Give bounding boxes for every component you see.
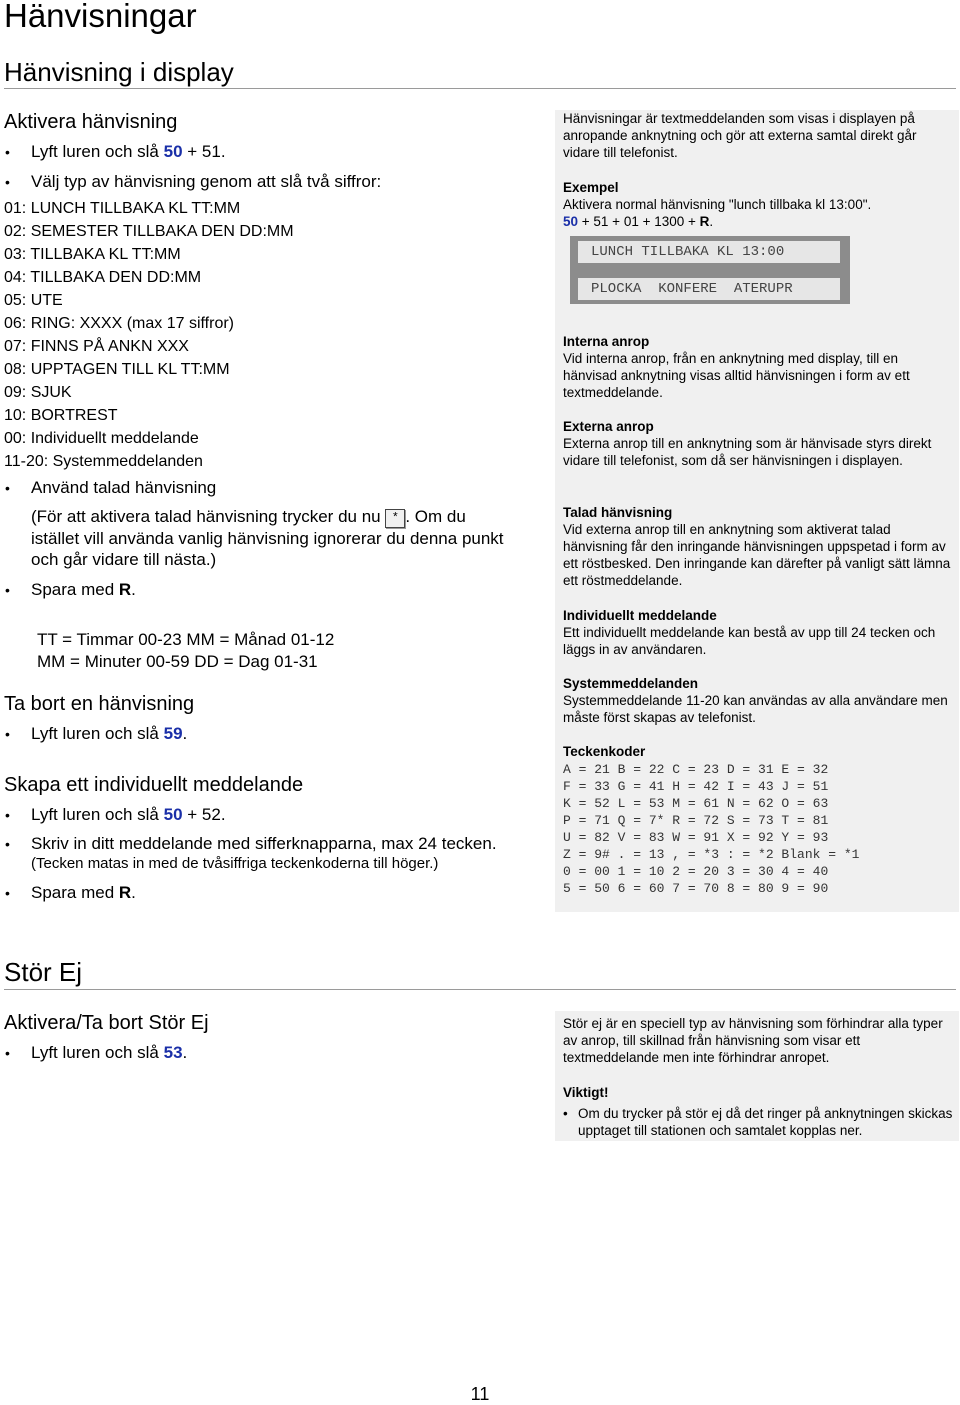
dial-code: 59 bbox=[163, 724, 183, 743]
code-item: 04: TILLBAKA DEN DD:MM bbox=[4, 269, 202, 286]
spoken-heading: Talad hänvisning bbox=[563, 505, 673, 520]
intro-text: Hänvisningar är textmeddelanden som visas i displayen på anropande anknytning och gör att externa samtal direkt går vidare till telefonist. bbox=[563, 111, 917, 160]
dial-code: 53 bbox=[163, 1043, 183, 1062]
display-line-2: PLOCKA KONFERE ATERUPR bbox=[578, 278, 840, 300]
internal-calls-text: Vid interna anrop, från en anknytning med display, till en hänvisad anknytning visas alltid hänvisningen i form av ett textmeddelande. bbox=[563, 351, 910, 400]
page-title: Hänvisningar bbox=[4, 0, 197, 34]
section-title-display-forwarding: Hänvisning i display bbox=[4, 57, 234, 87]
char-code-row: K = 52 L = 53 M = 61 N = 62 O = 63 bbox=[563, 796, 829, 811]
code-item: 02: SEMESTER TILLBAKA DEN DD:MM bbox=[4, 223, 294, 240]
code-item: 09: SJUK bbox=[4, 384, 72, 401]
dial-code: 50 bbox=[163, 805, 183, 824]
char-codes-heading: Teckenkoder bbox=[563, 744, 646, 759]
char-code-row: U = 82 V = 83 W = 91 X = 92 Y = 93 bbox=[563, 830, 829, 845]
code-item: 07: FINNS PÅ ANKN XXX bbox=[4, 338, 189, 355]
step-save: • Spara med R. bbox=[31, 579, 136, 601]
example-sequence: 50 + 51 + 01 + 1300 + R. bbox=[563, 214, 714, 229]
type-message-note: (Tecken matas in med de tvåsiffriga teckenkoderna till höger.) bbox=[31, 855, 439, 872]
section-divider bbox=[4, 88, 956, 89]
display-line-1: LUNCH TILLBAKA KL 13:00 bbox=[578, 241, 840, 263]
code-item: 10: BORTREST bbox=[4, 407, 118, 424]
external-calls-heading: Externa anrop bbox=[563, 419, 654, 434]
char-code-row: Z = 9# . = 13 , = *3 : = *2 Blank = *1 bbox=[563, 847, 860, 862]
r-key: R bbox=[118, 883, 132, 902]
r-key: R bbox=[118, 580, 132, 599]
char-code-row: 5 = 50 6 = 60 7 = 70 8 = 80 9 = 90 bbox=[563, 881, 829, 896]
internal-calls-heading: Interna anrop bbox=[563, 334, 650, 349]
individual-heading: Individuellt meddelande bbox=[563, 608, 717, 623]
system-messages-heading: Systemmeddelanden bbox=[563, 676, 699, 691]
section-divider bbox=[4, 989, 956, 990]
important-heading: Viktigt! bbox=[563, 1085, 609, 1100]
step-save-message: • Spara med R. bbox=[31, 882, 136, 904]
info-sidebar-display bbox=[555, 110, 959, 912]
step-lift-receiver-remove: • Lyft luren och slå 59. bbox=[31, 723, 187, 745]
example-text: Aktivera normal hänvisning "lunch tillbaka kl 13:00". bbox=[563, 197, 872, 212]
step-choose-type: • Välj typ av hänvisning genom att slå två siffror: bbox=[31, 171, 381, 193]
individual-text: Ett individuellt meddelande kan bestå av upp till 24 tecken och läggs in av användaren. bbox=[563, 625, 936, 657]
heading-dnd: Aktivera/Ta bort Stör Ej bbox=[4, 1012, 209, 1034]
heading-activate: Aktivera hänvisning bbox=[4, 111, 178, 133]
page-number: 11 bbox=[470, 1384, 490, 1404]
code-item: 08: UPPTAGEN TILL KL TT:MM bbox=[4, 361, 230, 378]
important-bullet: • Om du trycker på stör ej då det ringer på anknytningen skickas upptaget till stationen och samtalet kopplas ner. bbox=[578, 1105, 954, 1139]
star-key-icon: * bbox=[385, 509, 405, 528]
system-messages-text: Systemmeddelande 11-20 kan användas av alla användare men måste först skapas av telefonist. bbox=[563, 693, 948, 725]
char-code-row: 0 = 00 1 = 10 2 = 20 3 = 30 4 = 40 bbox=[563, 864, 829, 879]
step-lift-receiver-activate: • Lyft luren och slå 50 + 51. bbox=[31, 141, 226, 163]
dnd-intro-text: Stör ej är en speciell typ av hänvisning som förhindrar alla typer av anrop, till skillnad från hänvisning som visar ett textmeddelande men inte förhindrar anropet. bbox=[563, 1016, 943, 1065]
code-item: 01: LUNCH TILLBAKA KL TT:MM bbox=[4, 200, 241, 217]
dial-code: 50 bbox=[163, 142, 183, 161]
char-code-row: A = 21 B = 22 C = 23 D = 31 E = 32 bbox=[563, 762, 829, 777]
code-item: 11-20: Systemmeddelanden bbox=[4, 453, 203, 470]
example-heading: Exempel bbox=[563, 180, 619, 195]
char-code-row: F = 33 G = 41 H = 42 I = 43 J = 51 bbox=[563, 779, 829, 794]
spoken-text: Vid externa anrop till en anknytning som aktiverat talad hänvisning får den inringande hänvisningen uppspetad i form av ett röstbesked. Den inringande kan därefter på vanligt sätt lämna ett röstmeddelande. bbox=[563, 522, 951, 588]
code-item: 05: UTE bbox=[4, 292, 63, 309]
section-title-do-not-disturb: Stör Ej bbox=[4, 957, 83, 987]
code-item: 00: Individuellt meddelande bbox=[4, 430, 199, 447]
char-code-row: P = 71 Q = 7* R = 72 S = 73 T = 81 bbox=[563, 813, 829, 828]
external-calls-text: Externa anrop till en anknytning som är hänvisade styrs direkt vidare till telefonist, som då ser hänvisningen i displayen. bbox=[563, 436, 932, 468]
phone-display-example bbox=[570, 236, 850, 304]
heading-create-message: Skapa ett individuellt meddelande bbox=[4, 774, 304, 796]
units-legend-line1: TT = Timmar 00-23 MM = Månad 01-12 bbox=[37, 630, 335, 649]
heading-remove: Ta bort en hänvisning bbox=[4, 693, 195, 715]
code-item: 06: RING: XXXX (max 17 siffror) bbox=[4, 315, 234, 332]
units-legend-line2: MM = Minuter 00-59 DD = Dag 01-31 bbox=[37, 652, 318, 671]
step-lift-receiver-create: • Lyft luren och slå 50 + 52. bbox=[31, 804, 226, 826]
step-lift-receiver-dnd: • Lyft luren och slå 53. bbox=[31, 1042, 187, 1064]
spoken-forwarding-note: (För att aktivera talad hänvisning trycker du nu * . Om du istället vill använda vanlig hänvisning ignorerar du denna punkt och går vidare till nästa.) bbox=[31, 507, 504, 569]
step-type-message: • Skriv in ditt meddelande med sifferknapparna, max 24 tecken. bbox=[31, 833, 497, 855]
step-spoken-forwarding: • Använd talad hänvisning bbox=[31, 477, 216, 499]
code-item: 03: TILLBAKA KL TT:MM bbox=[4, 246, 181, 263]
